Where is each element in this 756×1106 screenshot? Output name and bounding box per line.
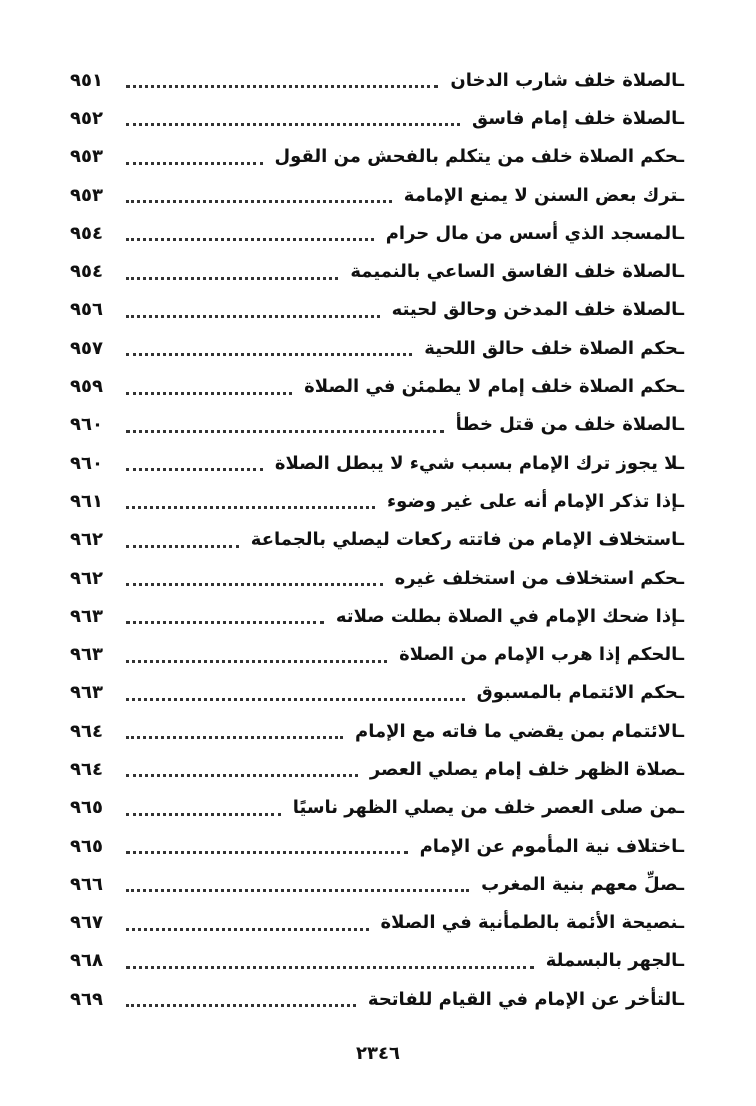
toc-entry-title: ـالصلاة خلف المدخن وحالق لحيته (391, 299, 684, 321)
toc-entry-title: ـحكم الصلاة خلف إمام لا يطمئن في الصلاة (304, 376, 684, 398)
dot-leader (126, 314, 380, 318)
table-of-contents (70, 61, 684, 1018)
toc-entry-page: ٩٥٣ (70, 184, 103, 206)
toc-entry-page: ٩٦٠ (70, 414, 103, 436)
toc-entry (70, 942, 684, 980)
toc-entry-page: ٩٦٧ (70, 912, 103, 934)
toc-entry-title: ـنصيحة الأئمة بالطمأنية في الصلاة (380, 912, 684, 934)
toc-entry (70, 750, 684, 788)
toc-entry-page: ٩٦٩ (70, 988, 103, 1010)
dot-leader (126, 544, 239, 548)
toc-entry-page: ٩٦٤ (70, 720, 103, 742)
dot-leader (126, 161, 263, 165)
toc-entry-page: ٩٦٢ (70, 529, 103, 551)
toc-entry (70, 176, 684, 214)
toc-entry-page: ٩٦٠ (70, 452, 103, 474)
dot-leader (126, 773, 358, 777)
toc-entry (70, 865, 684, 903)
toc-entry-title: ـترك بعض السنن لا يمنع الإمامة (403, 184, 684, 206)
toc-entry-title: ـالحكم إذا هرب الإمام من الصلاة (399, 644, 684, 666)
toc-entry-title: ـاختلاف نية المأموم عن الإمام (419, 835, 684, 857)
dot-leader (126, 505, 375, 509)
toc-entry-page: ٩٥١ (70, 69, 103, 91)
dot-leader (126, 1003, 356, 1007)
dot-leader (126, 391, 292, 395)
toc-entry-page: ٩٥٤ (70, 261, 103, 283)
toc-entry (70, 138, 684, 176)
toc-entry-page: ٩٦٣ (70, 682, 103, 704)
toc-entry-title: ـصلِّ معهم بنية المغرب (481, 873, 684, 895)
toc-entry-page: ٩٦٣ (70, 605, 103, 627)
dot-leader (126, 697, 465, 701)
toc-entry-title: ـحكم استخلاف من استخلف غيره (394, 567, 684, 589)
dot-leader (126, 237, 374, 241)
toc-entry (70, 789, 684, 827)
toc-entry (70, 712, 684, 750)
toc-entry-title: ـالجهر بالبسملة (545, 950, 684, 972)
toc-entry (70, 329, 684, 367)
toc-entry-title: ـالتأخر عن الإمام في القيام للفاتحة (367, 988, 684, 1010)
toc-entry-page: ٩٥٦ (70, 299, 103, 321)
toc-entry (70, 980, 684, 1018)
dot-leader (126, 888, 469, 892)
toc-entry-title: ـحكم الصلاة خلف من يتكلم بالفحش من القول (274, 146, 684, 168)
toc-entry-page: ٩٥٢ (70, 107, 103, 129)
dot-leader (126, 276, 338, 280)
toc-entry-title: ـالصلاة خلف إمام فاسق (472, 107, 684, 129)
dot-leader (126, 122, 460, 126)
dot-leader (126, 199, 392, 203)
toc-entry (70, 61, 684, 99)
dot-leader (126, 429, 444, 433)
toc-entry (70, 559, 684, 597)
toc-entry-page: ٩٦٢ (70, 567, 103, 589)
toc-entry-page: ٩٦٤ (70, 758, 103, 780)
toc-entry (70, 827, 684, 865)
toc-entry-title: ـلا يجوز ترك الإمام بسبب شيء لا يبطل الصلاة (274, 452, 684, 474)
toc-entry-title: ـمن صلى العصر خلف من يصلي الظهر ناسيًا (292, 797, 684, 819)
toc-entry-page: ٩٥٧ (70, 337, 103, 359)
toc-entry-title: ـحكم الائتمام بالمسبوق (476, 682, 684, 704)
toc-entry-title: ـالمسجد الذي أسس من مال حرام (385, 222, 684, 244)
toc-entry (70, 674, 684, 712)
dot-leader (126, 467, 263, 471)
dot-leader (126, 735, 343, 739)
dot-leader (126, 927, 369, 931)
dot-leader (126, 582, 383, 586)
toc-entry-page: ٩٦٦ (70, 873, 103, 895)
toc-entry-title: ـإذا ضحك الإمام في الصلاة بطلت صلاته (335, 605, 684, 627)
toc-entry-title: ـالائتمام بمن يقضي ما فاته مع الإمام (355, 720, 684, 742)
toc-entry-title: ـالصلاة خلف شارب الدخان (450, 69, 684, 91)
toc-entry (70, 214, 684, 252)
toc-entry (70, 367, 684, 405)
dot-leader (126, 620, 324, 624)
toc-entry-title: ـحكم الصلاة خلف حالق اللحية (424, 337, 684, 359)
toc-entry (70, 406, 684, 444)
toc-entry (70, 635, 684, 673)
toc-entry-page: ٩٦٣ (70, 644, 103, 666)
toc-entry (70, 482, 684, 520)
toc-entry-page: ٩٦٥ (70, 835, 103, 857)
toc-entry-title: ـالصلاة خلف الفاسق الساعي بالنميمة (350, 261, 684, 283)
toc-entry-page: ٩٥٩ (70, 376, 103, 398)
toc-entry-title: ـصلاة الظهر خلف إمام يصلي العصر (369, 758, 684, 780)
toc-entry (70, 252, 684, 290)
toc-entry (70, 291, 684, 329)
toc-entry-page: ٩٥٤ (70, 222, 103, 244)
toc-entry-title: ـالصلاة خلف من قتل خطأ (455, 414, 684, 436)
dot-leader (126, 850, 408, 854)
dot-leader (126, 659, 387, 663)
toc-entry (70, 597, 684, 635)
toc-entry-page: ٩٦٥ (70, 797, 103, 819)
dot-leader (126, 84, 438, 88)
toc-entry-page: ٩٦٨ (70, 950, 103, 972)
dot-leader (126, 352, 412, 356)
toc-entry (70, 99, 684, 137)
toc-entry (70, 444, 684, 482)
dot-leader (126, 812, 281, 816)
toc-entry-title: ـاستخلاف الإمام من فاتته ركعات ليصلي بالجماعة (250, 529, 684, 551)
toc-entry (70, 904, 684, 942)
toc-entry-title: ـإذا تذكر الإمام أنه على غير وضوء (386, 490, 684, 512)
page-number: ٢٣٤٦ (356, 1043, 400, 1064)
toc-entry-page: ٩٥٣ (70, 146, 103, 168)
dot-leader (126, 965, 534, 969)
toc-entry-page: ٩٦١ (70, 490, 103, 512)
toc-entry (70, 521, 684, 559)
